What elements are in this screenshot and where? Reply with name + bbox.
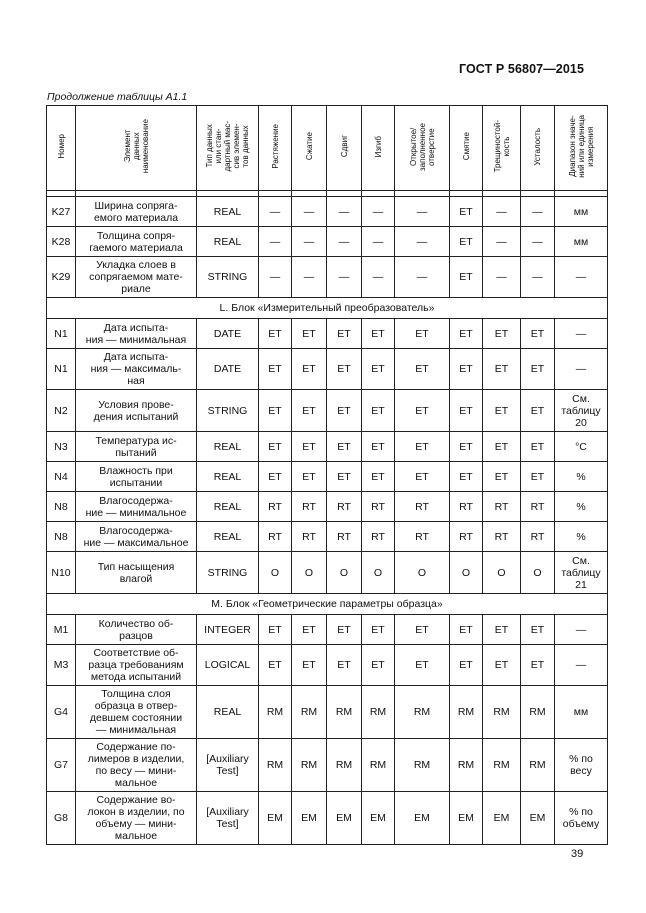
test-value-cell: RT bbox=[450, 522, 483, 552]
test-value-cell: ET bbox=[395, 432, 450, 462]
test-value-cell: RT bbox=[395, 522, 450, 552]
test-value-cell: — bbox=[362, 257, 395, 298]
column-header bbox=[259, 106, 292, 191]
test-value-cell: RT bbox=[483, 492, 521, 522]
test-value-cell: RT bbox=[395, 492, 450, 522]
test-value-cell: ET bbox=[450, 615, 483, 645]
section-row bbox=[47, 594, 608, 615]
test-value-cell: ET bbox=[521, 349, 555, 390]
test-value-cell: ET bbox=[450, 390, 483, 432]
test-value-cell: EM bbox=[327, 792, 362, 845]
test-value-cell: ET bbox=[327, 645, 362, 686]
table-row bbox=[47, 197, 608, 227]
row-number-cell: K28 bbox=[47, 227, 76, 257]
data-type-cell: INTEGER bbox=[197, 615, 259, 645]
table-row bbox=[47, 349, 608, 390]
test-value-cell: O bbox=[521, 552, 555, 594]
table-row bbox=[47, 390, 608, 432]
data-type-cell: REAL bbox=[197, 522, 259, 552]
unit-cell: — bbox=[555, 319, 608, 349]
table-row bbox=[47, 739, 608, 792]
table-row bbox=[47, 645, 608, 686]
test-value-cell: — bbox=[292, 197, 327, 227]
test-value-cell: ET bbox=[259, 462, 292, 492]
column-header bbox=[292, 106, 327, 191]
test-value-cell: ET bbox=[259, 390, 292, 432]
test-value-cell: — bbox=[362, 197, 395, 227]
unit-cell: % bbox=[555, 492, 608, 522]
element-name-cell: Дата испыта- ния — минимальная bbox=[76, 319, 197, 349]
test-value-cell: — bbox=[395, 257, 450, 298]
column-header-label: Открытое/ заполненное отверстие bbox=[408, 122, 436, 171]
element-name-cell: Влагосодержа- ние — максимальное bbox=[76, 522, 197, 552]
test-value-cell: RT bbox=[521, 522, 555, 552]
table-row bbox=[47, 227, 608, 257]
test-value-cell: RT bbox=[483, 522, 521, 552]
data-type-cell: STRING bbox=[197, 552, 259, 594]
table-row bbox=[47, 432, 608, 462]
test-value-cell: O bbox=[259, 552, 292, 594]
test-value-cell: ET bbox=[362, 462, 395, 492]
column-header-label: Диапазон значе- ний или единица измерения bbox=[567, 115, 595, 178]
test-value-cell: ET bbox=[362, 349, 395, 390]
element-name-cell: Укладка слоев в сопрягаемом мате- риале bbox=[76, 257, 197, 298]
element-name-cell: Ширина сопряга- емого материала bbox=[76, 197, 197, 227]
test-value-cell: ET bbox=[450, 197, 483, 227]
test-value-cell: ET bbox=[450, 227, 483, 257]
column-header bbox=[521, 106, 555, 191]
test-value-cell: — bbox=[327, 257, 362, 298]
test-value-cell: RT bbox=[362, 492, 395, 522]
test-value-cell: RT bbox=[292, 522, 327, 552]
test-value-cell: ET bbox=[483, 645, 521, 686]
data-type-cell: REAL bbox=[197, 462, 259, 492]
page-number: 39 bbox=[571, 848, 584, 860]
table-row bbox=[47, 257, 608, 298]
element-name-cell: Температура ис- пытаний bbox=[76, 432, 197, 462]
table-row bbox=[47, 792, 608, 845]
table-row bbox=[47, 319, 608, 349]
column-header-label: Растяжение bbox=[270, 124, 280, 169]
test-value-cell: ET bbox=[259, 615, 292, 645]
table-row bbox=[47, 462, 608, 492]
test-value-cell: — bbox=[327, 227, 362, 257]
test-value-cell: ET bbox=[327, 615, 362, 645]
test-value-cell: RM bbox=[362, 739, 395, 792]
row-number-cell: N2 bbox=[47, 390, 76, 432]
row-number-cell: N8 bbox=[47, 492, 76, 522]
test-value-cell: RM bbox=[450, 739, 483, 792]
element-name-cell: Толщина слоя образца в отвер- девшем состоянии — минимальная bbox=[76, 686, 197, 739]
column-header-label: Трещиностой- кость bbox=[492, 120, 511, 173]
test-value-cell: RM bbox=[483, 686, 521, 739]
test-value-cell: EM bbox=[395, 792, 450, 845]
element-name-cell: Дата испыта- ния — максималь- ная bbox=[76, 349, 197, 390]
row-number-cell: K27 bbox=[47, 197, 76, 227]
test-value-cell: EM bbox=[450, 792, 483, 845]
row-number-cell: N8 bbox=[47, 522, 76, 552]
data-type-cell: DATE bbox=[197, 349, 259, 390]
test-value-cell: — bbox=[521, 257, 555, 298]
unit-cell: °C bbox=[555, 432, 608, 462]
test-value-cell: RT bbox=[327, 492, 362, 522]
row-number-cell: N10 bbox=[47, 552, 76, 594]
row-number-cell: G7 bbox=[47, 739, 76, 792]
element-name-cell: Тип насыщения влагой bbox=[76, 552, 197, 594]
test-value-cell: ET bbox=[259, 432, 292, 462]
test-value-cell: RM bbox=[521, 686, 555, 739]
element-name-cell: Толщина сопря- гаемого материала bbox=[76, 227, 197, 257]
unit-cell: См. таблицу 20 bbox=[555, 390, 608, 432]
test-value-cell: ET bbox=[395, 319, 450, 349]
column-header-label: Сжатие bbox=[304, 132, 314, 161]
test-value-cell: ET bbox=[362, 319, 395, 349]
test-value-cell: — bbox=[259, 197, 292, 227]
test-value-cell: ET bbox=[395, 615, 450, 645]
test-value-cell: RT bbox=[292, 492, 327, 522]
table-row bbox=[47, 686, 608, 739]
test-value-cell: ET bbox=[521, 319, 555, 349]
test-value-cell: RT bbox=[521, 492, 555, 522]
test-value-cell: O bbox=[292, 552, 327, 594]
table-body bbox=[47, 197, 608, 845]
test-value-cell: O bbox=[327, 552, 362, 594]
column-header bbox=[450, 106, 483, 191]
test-value-cell: RM bbox=[292, 739, 327, 792]
test-value-cell: O bbox=[362, 552, 395, 594]
unit-cell: — bbox=[555, 257, 608, 298]
test-value-cell: RT bbox=[327, 522, 362, 552]
column-header bbox=[362, 106, 395, 191]
test-value-cell: ET bbox=[450, 319, 483, 349]
row-number-cell: N1 bbox=[47, 349, 76, 390]
test-value-cell: ET bbox=[292, 349, 327, 390]
test-value-cell: RM bbox=[450, 686, 483, 739]
data-type-cell: REAL bbox=[197, 432, 259, 462]
test-value-cell: — bbox=[362, 227, 395, 257]
test-value-cell: ET bbox=[292, 432, 327, 462]
test-value-cell: — bbox=[292, 227, 327, 257]
test-value-cell: ET bbox=[521, 390, 555, 432]
test-value-cell: ET bbox=[362, 432, 395, 462]
test-value-cell: — bbox=[483, 227, 521, 257]
element-name-cell: Содержание во- локон в изделии, по объему — мини- мальное bbox=[76, 792, 197, 845]
unit-cell: % по объему bbox=[555, 792, 608, 845]
data-type-cell: REAL bbox=[197, 492, 259, 522]
row-number-cell: N3 bbox=[47, 432, 76, 462]
table-row bbox=[47, 552, 608, 594]
test-value-cell: — bbox=[483, 197, 521, 227]
test-value-cell: ET bbox=[450, 349, 483, 390]
unit-cell: — bbox=[555, 615, 608, 645]
column-header-label: Усталость bbox=[533, 127, 542, 166]
row-number-cell: K29 bbox=[47, 257, 76, 298]
row-number-cell: N4 bbox=[47, 462, 76, 492]
unit-cell: % bbox=[555, 462, 608, 492]
unit-cell: мм bbox=[555, 197, 608, 227]
data-table bbox=[46, 105, 608, 845]
test-value-cell: RM bbox=[483, 739, 521, 792]
unit-cell: См. таблицу 21 bbox=[555, 552, 608, 594]
test-value-cell: ET bbox=[292, 645, 327, 686]
column-header bbox=[555, 106, 608, 191]
unit-cell: мм bbox=[555, 686, 608, 739]
element-name-cell: Количество об- разцов bbox=[76, 615, 197, 645]
data-type-cell: STRING bbox=[197, 257, 259, 298]
test-value-cell: ET bbox=[450, 462, 483, 492]
test-value-cell: ET bbox=[483, 319, 521, 349]
test-value-cell: O bbox=[450, 552, 483, 594]
column-header-label: Смятие bbox=[461, 132, 471, 161]
test-value-cell: ET bbox=[483, 462, 521, 492]
test-value-cell: EM bbox=[292, 792, 327, 845]
test-value-cell: RM bbox=[259, 739, 292, 792]
test-value-cell: RT bbox=[259, 492, 292, 522]
test-value-cell: ET bbox=[259, 645, 292, 686]
unit-cell: — bbox=[555, 349, 608, 390]
test-value-cell: ET bbox=[292, 462, 327, 492]
row-number-cell: G8 bbox=[47, 792, 76, 845]
test-value-cell: — bbox=[259, 227, 292, 257]
table-row bbox=[47, 615, 608, 645]
test-value-cell: ET bbox=[327, 319, 362, 349]
test-value-cell: ET bbox=[362, 645, 395, 686]
test-value-cell: ET bbox=[450, 645, 483, 686]
row-number-cell: N1 bbox=[47, 319, 76, 349]
test-value-cell: ET bbox=[483, 390, 521, 432]
section-title: М. Блок «Геометрические параметры образца» bbox=[47, 594, 608, 615]
unit-cell: мм bbox=[555, 227, 608, 257]
data-type-cell: DATE bbox=[197, 319, 259, 349]
data-type-cell: STRING bbox=[197, 390, 259, 432]
section-row bbox=[47, 298, 608, 319]
test-value-cell: RT bbox=[362, 522, 395, 552]
element-name-cell: Влажность при испытании bbox=[76, 462, 197, 492]
data-type-cell: [Auxiliary Test] bbox=[197, 792, 259, 845]
column-header bbox=[197, 106, 259, 191]
data-type-cell: REAL bbox=[197, 227, 259, 257]
test-value-cell: — bbox=[521, 197, 555, 227]
test-value-cell: RT bbox=[259, 522, 292, 552]
test-value-cell: — bbox=[395, 197, 450, 227]
column-header-label: Сдвиг bbox=[339, 135, 349, 158]
test-value-cell: ET bbox=[483, 349, 521, 390]
table-caption: Продолжение таблицы А1.1 bbox=[47, 91, 188, 103]
test-value-cell: ET bbox=[292, 390, 327, 432]
element-name-cell: Содержание по- лимеров в изделии, по весу — мини- мальное bbox=[76, 739, 197, 792]
test-value-cell: RM bbox=[327, 686, 362, 739]
test-value-cell: ET bbox=[450, 257, 483, 298]
test-value-cell: EM bbox=[483, 792, 521, 845]
test-value-cell: O bbox=[483, 552, 521, 594]
test-value-cell: ET bbox=[483, 615, 521, 645]
column-header-label: Номер bbox=[56, 134, 66, 159]
test-value-cell: ET bbox=[327, 390, 362, 432]
table-row bbox=[47, 522, 608, 552]
column-header bbox=[483, 106, 521, 191]
test-value-cell: — bbox=[521, 227, 555, 257]
test-value-cell: ET bbox=[395, 390, 450, 432]
test-value-cell: RM bbox=[521, 739, 555, 792]
test-value-cell: RM bbox=[327, 739, 362, 792]
unit-cell: % по весу bbox=[555, 739, 608, 792]
element-name-cell: Соответствие об- разца требованиям метода испытаний bbox=[76, 645, 197, 686]
test-value-cell: ET bbox=[521, 462, 555, 492]
test-value-cell: O bbox=[395, 552, 450, 594]
unit-cell: % bbox=[555, 522, 608, 552]
test-value-cell: ET bbox=[395, 645, 450, 686]
column-header-label: Элемент данных наименование bbox=[122, 119, 150, 174]
test-value-cell: RM bbox=[292, 686, 327, 739]
test-value-cell: ET bbox=[395, 462, 450, 492]
column-header bbox=[76, 106, 197, 191]
section-title: L. Блок «Измерительный преобразователь» bbox=[47, 298, 608, 319]
element-name-cell: Влагосодержа- ние — минимальное bbox=[76, 492, 197, 522]
test-value-cell: — bbox=[292, 257, 327, 298]
test-value-cell: — bbox=[395, 227, 450, 257]
test-value-cell: — bbox=[327, 197, 362, 227]
unit-cell: — bbox=[555, 645, 608, 686]
data-type-cell: REAL bbox=[197, 686, 259, 739]
column-header-label: Изгиб bbox=[373, 135, 383, 158]
test-value-cell: ET bbox=[362, 390, 395, 432]
test-value-cell: — bbox=[259, 257, 292, 298]
row-number-cell: M3 bbox=[47, 645, 76, 686]
test-value-cell: EM bbox=[362, 792, 395, 845]
column-header bbox=[327, 106, 362, 191]
test-value-cell: ET bbox=[259, 319, 292, 349]
test-value-cell: ET bbox=[483, 432, 521, 462]
column-header bbox=[47, 106, 76, 191]
test-value-cell: RM bbox=[362, 686, 395, 739]
header-row bbox=[47, 106, 608, 191]
test-value-cell: ET bbox=[521, 645, 555, 686]
column-header-label: Тип данных или стан- дартный мас- сив элемен- тов данных bbox=[205, 121, 250, 172]
table-row bbox=[47, 492, 608, 522]
row-number-cell: M1 bbox=[47, 615, 76, 645]
standard-header: ГОСТ Р 56807—2015 bbox=[458, 62, 584, 76]
row-number-cell: G4 bbox=[47, 686, 76, 739]
element-name-cell: Условия прове- дения испытаний bbox=[76, 390, 197, 432]
test-value-cell: RM bbox=[395, 686, 450, 739]
test-value-cell: ET bbox=[292, 319, 327, 349]
test-value-cell: ET bbox=[292, 615, 327, 645]
test-value-cell: ET bbox=[521, 432, 555, 462]
test-value-cell: RT bbox=[450, 492, 483, 522]
test-value-cell: ET bbox=[450, 432, 483, 462]
column-header bbox=[395, 106, 450, 191]
test-value-cell: — bbox=[483, 257, 521, 298]
test-value-cell: ET bbox=[327, 432, 362, 462]
test-value-cell: EM bbox=[521, 792, 555, 845]
test-value-cell: ET bbox=[259, 349, 292, 390]
data-type-cell: [Auxiliary Test] bbox=[197, 739, 259, 792]
test-value-cell: ET bbox=[362, 615, 395, 645]
test-value-cell: RM bbox=[395, 739, 450, 792]
test-value-cell: EM bbox=[259, 792, 292, 845]
data-type-cell: REAL bbox=[197, 197, 259, 227]
test-value-cell: RM bbox=[259, 686, 292, 739]
data-type-cell: LOGICAL bbox=[197, 645, 259, 686]
test-value-cell: ET bbox=[327, 349, 362, 390]
test-value-cell: ET bbox=[327, 462, 362, 492]
test-value-cell: ET bbox=[521, 615, 555, 645]
test-value-cell: ET bbox=[395, 349, 450, 390]
